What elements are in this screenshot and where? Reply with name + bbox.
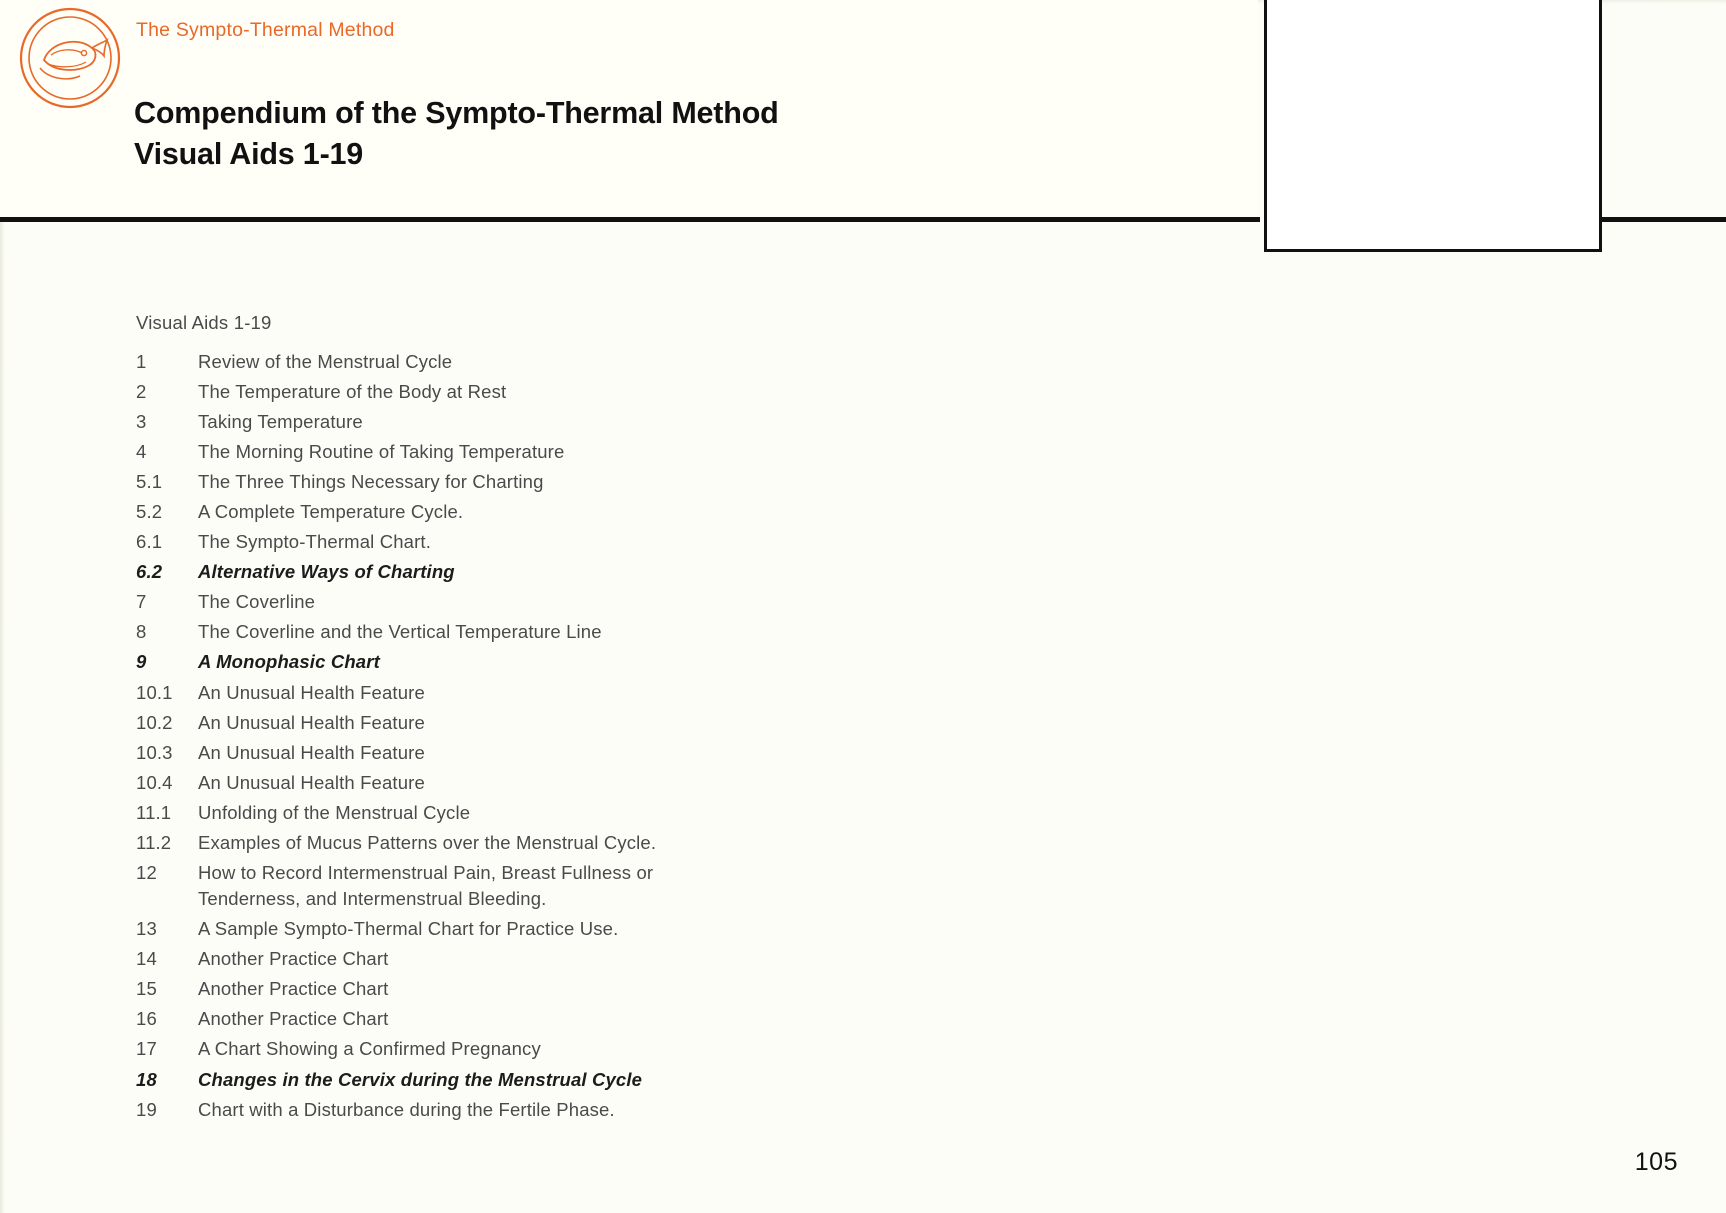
list-item [136,740,916,766]
list-item-label [198,499,916,525]
list-item-label-line2: Tenderness, and Intermenstrual Bleeding. [198,888,547,910]
list-item-label [198,379,916,405]
list-item-label-line1: A Monophasic Chart [198,651,380,673]
list-item [136,1067,916,1093]
list-item-label [198,800,916,826]
list-item-label [198,740,916,766]
list-item-label [198,946,916,972]
list-item-label-line1: An Unusual Health Feature [198,681,425,703]
list-item [136,409,916,435]
list-item-number: 6.2 [136,561,163,583]
list-item-label [198,860,916,913]
list-item-label [198,409,916,435]
list-item-number: 10.3 [136,741,173,763]
list-item [136,439,916,465]
visual-aids-list [136,312,916,1127]
list-item-number: 3 [136,411,147,433]
header-rule [0,217,1260,222]
list-item [136,830,916,856]
list-item-label-line1: The Three Things Necessary for Charting [198,471,544,493]
list-item-number: 8 [136,621,147,643]
list-item-label-line1: A Sample Sympto-Thermal Chart for Practice Use. [198,918,619,940]
list-item-number: 16 [136,1008,157,1030]
list-item-number: 18 [136,1068,157,1090]
header-tab-box [1264,0,1602,252]
list-item-label-line1: The Coverline and the Vertical Temperature Line [198,621,602,643]
list-item-label-line1: A Chart Showing a Confirmed Pregnancy [198,1038,541,1060]
list-item [136,770,916,796]
list-item [136,559,916,585]
list-item-label-line1: Another Practice Chart [198,948,389,970]
list-item-label-line1: An Unusual Health Feature [198,771,425,793]
list-item-number: 12 [136,861,157,883]
list-item-label-line1: The Morning Routine of Taking Temperature [198,441,565,463]
list-item-number: 10.4 [136,771,173,793]
list-item-label [198,830,916,856]
page-title-line1: Compendium of the Sympto-Thermal Method [134,96,779,130]
list-item-number: 10.1 [136,681,173,703]
list-item [136,946,916,972]
list-item-number: 17 [136,1038,157,1060]
list-item-label-line1: Examples of Mucus Patterns over the Menstrual Cycle. [198,831,657,853]
list-item [136,529,916,555]
list-item-label-line1: Unfolding of the Menstrual Cycle [198,801,471,823]
list-item-number: 7 [136,591,147,613]
list-item [136,680,916,706]
page-title [134,93,779,174]
list-item-label [198,680,916,706]
list-item-label [198,916,916,942]
list-item-label [198,1036,916,1062]
list-item-label-line1: An Unusual Health Feature [198,711,425,733]
list-item-label [198,1097,916,1123]
page-number: 105 [1634,1148,1678,1176]
list-item-number: 9 [136,651,147,673]
list-item-label-line1: Taking Temperature [198,411,363,433]
list-item-label-line1: The Sympto-Thermal Chart. [198,531,432,553]
list-item [136,649,916,675]
list-item-number: 4 [136,441,147,463]
list-item [136,1036,916,1062]
list-item-label-line1: Review of the Menstrual Cycle [198,351,453,372]
list-item-number: 1 [136,351,147,372]
list-item-label-line1: A Complete Temperature Cycle. [198,501,464,523]
page-title-line2: Visual Aids 1-19 [134,136,364,171]
list-item-label [198,439,916,465]
list-item-number: 5.1 [136,471,163,493]
list-item-number: 13 [136,918,157,940]
list-item [136,860,916,913]
list-heading: Visual Aids 1-19 [136,312,272,333]
list-item-label [198,770,916,796]
list-item-label [198,649,916,675]
fish-circle-logo-icon [18,6,122,110]
list-item [136,800,916,826]
list-item-label [198,1067,916,1093]
list-item [136,349,916,375]
list-item-number: 11.2 [136,831,172,853]
list-item [136,379,916,405]
header-eyebrow: The Sympto-Thermal Method [136,19,395,41]
list-item-number: 14 [136,948,157,970]
list-item-number: 2 [136,381,147,403]
list-item-number: 5.2 [136,501,163,523]
list-item-number: 6.1 [136,531,163,553]
list-item [136,710,916,736]
list-item-label [198,710,916,736]
list-item-label-line1: Another Practice Chart [198,1008,389,1030]
list-item-label-line1: The Coverline [198,591,316,613]
list-item-label-line1: An Unusual Health Feature [198,741,425,763]
list-item-label-line1: How to Record Intermenstrual Pain, Breast Fullness or [198,861,654,883]
list-item [136,469,916,495]
list-item-number: 11.1 [136,801,172,823]
list-item-number: 10.2 [136,711,173,733]
list-item-label-line1: Chart with a Disturbance during the Fertile Phase. [198,1098,615,1120]
list-item-label-line1: The Temperature of the Body at Rest [198,381,507,403]
list-item [136,619,916,645]
list-item-number: 15 [136,978,157,1000]
list-item [136,499,916,525]
list-item-label [198,1006,916,1032]
list-item-label [198,349,916,375]
list-item-label [198,589,916,615]
list-item-label-line1: Another Practice Chart [198,978,389,1000]
list-item-label [198,976,916,1002]
list-item-label-line1: Changes in the Cervix during the Menstrual Cycle [198,1068,643,1090]
list-item-label [198,469,916,495]
header-rule-right [1601,217,1726,222]
list-item [136,1006,916,1032]
list-item [136,589,916,615]
list-item [136,1097,916,1123]
list-item-number: 19 [136,1098,157,1120]
list-item-label [198,529,916,555]
list-rows [136,349,916,1123]
list-item-label [198,619,916,645]
list-item [136,976,916,1002]
list-item [136,916,916,942]
list-item-label-line1: Alternative Ways of Charting [198,561,455,583]
list-item-label [198,559,916,585]
